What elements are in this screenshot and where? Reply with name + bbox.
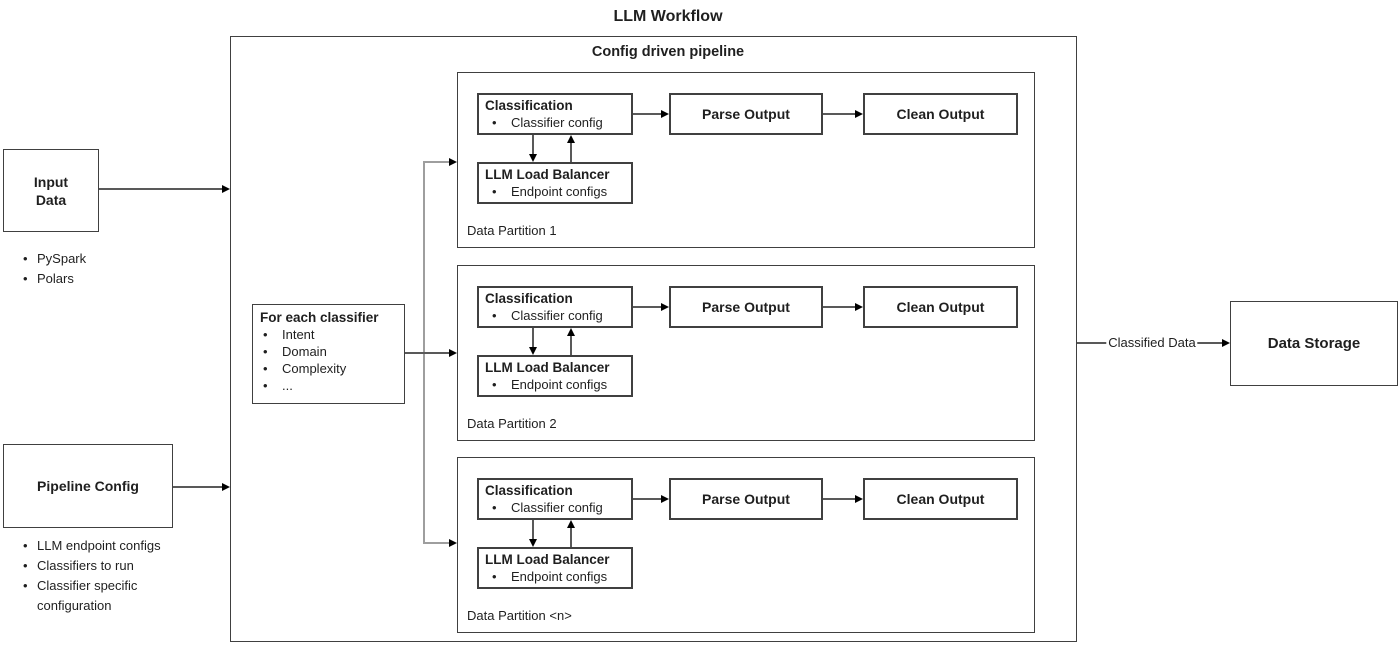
for-each-classifier-bullet-list bbox=[260, 326, 397, 394]
clean-output-node: Clean Output bbox=[863, 478, 1018, 520]
data-partition-1 bbox=[457, 72, 1035, 248]
classified-data-edge-label: Classified Data bbox=[1108, 335, 1196, 350]
load-balancer-title: LLM Load Balancer bbox=[485, 167, 610, 182]
list-item: • Classifier config bbox=[490, 499, 625, 516]
llm-load-balancer-node bbox=[477, 355, 633, 397]
arrowhead-right-icon bbox=[449, 539, 457, 547]
input-data-node bbox=[3, 149, 99, 232]
classification-title: Classification bbox=[485, 483, 573, 498]
clean-output-node: Clean Output bbox=[863, 93, 1018, 135]
llm-load-balancer-node bbox=[477, 547, 633, 589]
arrowhead-right-icon bbox=[855, 303, 863, 311]
arrowhead-right-icon bbox=[449, 158, 457, 166]
partition-label: Data Partition 2 bbox=[467, 416, 557, 431]
list-item: • Intent bbox=[260, 326, 397, 343]
pipeline-title: Config driven pipeline bbox=[591, 44, 745, 60]
list-item: • Endpoint configs bbox=[490, 183, 625, 200]
arrowhead-right-icon bbox=[661, 303, 669, 311]
arrowhead-right-icon bbox=[661, 495, 669, 503]
arrowhead-right-icon bbox=[661, 110, 669, 118]
load-balancer-title: LLM Load Balancer bbox=[485, 360, 610, 375]
for-each-classifier-node bbox=[252, 304, 405, 404]
pipeline-config-label: Pipeline Config bbox=[37, 478, 139, 494]
arrowhead-right-icon bbox=[222, 185, 230, 193]
classification-node bbox=[477, 478, 633, 520]
arrowhead-right-icon bbox=[449, 349, 457, 357]
classification-node bbox=[477, 93, 633, 135]
arrowhead-right-icon bbox=[855, 110, 863, 118]
list-item: • Classifier specific configuration bbox=[22, 576, 174, 616]
arrowhead-down-icon bbox=[529, 154, 537, 162]
parse-output-node: Parse Output bbox=[669, 93, 823, 135]
arrowhead-right-icon bbox=[222, 483, 230, 491]
classification-title: Classification bbox=[485, 291, 573, 306]
input-data-bullet-list bbox=[22, 249, 132, 289]
classification-node bbox=[477, 286, 633, 328]
partition-label: Data Partition 1 bbox=[467, 223, 557, 238]
classification-title: Classification bbox=[485, 98, 573, 113]
list-item: • Domain bbox=[260, 343, 397, 360]
data-partition-n bbox=[457, 457, 1035, 633]
arrowhead-right-icon bbox=[855, 495, 863, 503]
clean-output-node: Clean Output bbox=[863, 286, 1018, 328]
arrowhead-down-icon bbox=[529, 539, 537, 547]
pipeline-config-bullet-list bbox=[22, 536, 174, 616]
input-data-label: Input Data bbox=[33, 173, 69, 208]
partition-label: Data Partition <n> bbox=[467, 608, 572, 623]
parse-output-node: Parse Output bbox=[669, 286, 823, 328]
list-item: • Complexity bbox=[260, 360, 397, 377]
data-partition-2 bbox=[457, 265, 1035, 441]
for-each-classifier-label: For each classifier bbox=[260, 310, 379, 325]
data-storage-node bbox=[1230, 301, 1398, 386]
list-item: • Polars bbox=[22, 269, 132, 289]
list-item: • Classifier config bbox=[490, 114, 625, 131]
arrowhead-up-icon bbox=[567, 520, 575, 528]
list-item: • ... bbox=[260, 377, 397, 394]
diagram-title: LLM Workflow bbox=[613, 8, 723, 25]
list-item: • Endpoint configs bbox=[490, 376, 625, 393]
arrowhead-up-icon bbox=[567, 135, 575, 143]
list-item: • Classifiers to run bbox=[22, 556, 174, 576]
list-item: • Classifier config bbox=[490, 307, 625, 324]
list-item: • Endpoint configs bbox=[490, 568, 625, 585]
parse-output-node: Parse Output bbox=[669, 478, 823, 520]
llm-load-balancer-node bbox=[477, 162, 633, 204]
list-item: • LLM endpoint configs bbox=[22, 536, 174, 556]
arrowhead-down-icon bbox=[529, 347, 537, 355]
data-storage-label: Data Storage bbox=[1267, 334, 1361, 352]
list-item: • PySpark bbox=[22, 249, 132, 269]
arrowhead-right-icon bbox=[1222, 339, 1230, 347]
load-balancer-title: LLM Load Balancer bbox=[485, 552, 610, 567]
arrowhead-up-icon bbox=[567, 328, 575, 336]
pipeline-config-node bbox=[3, 444, 173, 528]
